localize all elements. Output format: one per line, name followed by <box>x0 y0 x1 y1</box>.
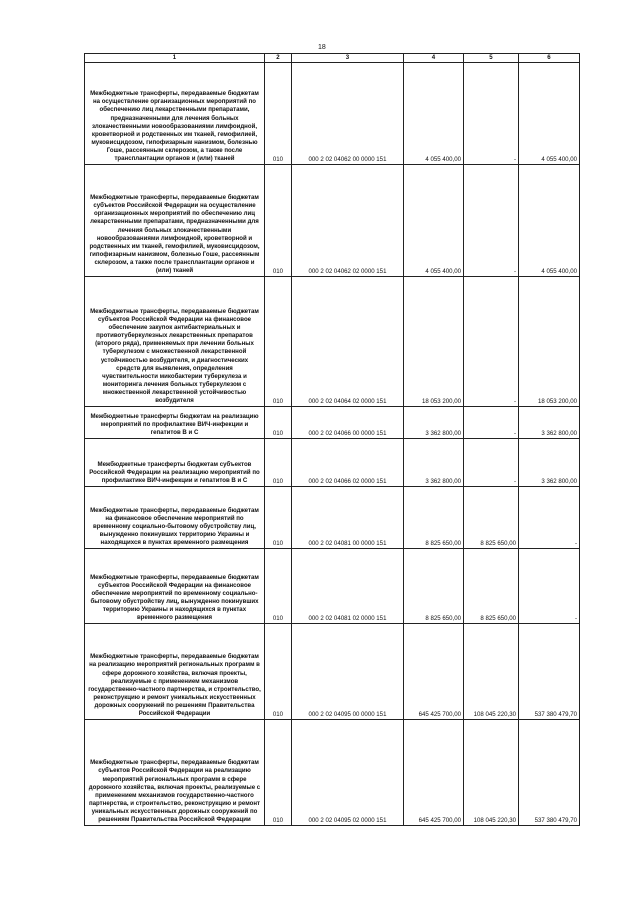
row-approved: 8 825 650,00 <box>404 487 464 549</box>
table-row <box>85 277 580 407</box>
row-unexecuted: 537 380 479,70 <box>519 720 580 826</box>
table-row <box>85 407 580 439</box>
row-unexecuted: 3 362 800,00 <box>519 407 580 439</box>
column-number: 1 <box>85 54 265 63</box>
row-budget-code: 000 2 02 04081 02 0000 151 <box>292 549 404 624</box>
column-number: 3 <box>292 54 404 63</box>
column-number: 2 <box>265 54 292 63</box>
row-description: Межбюджетные трансферты, передаваемые бюджетам на финансовое обеспечение мероприятий по временному социально-бытовому обустройству лиц, вынужденно покинувших территорию Украины и находящихся в пунктах временного размещения <box>85 487 265 549</box>
row-budget-code: 000 2 02 04062 02 0000 151 <box>292 165 404 277</box>
row-budget-code: 000 2 02 04064 02 0000 151 <box>292 277 404 407</box>
row-budget-code: 000 2 02 04066 02 0000 151 <box>292 439 404 487</box>
row-line-code: 010 <box>265 624 292 720</box>
row-approved: 4 055 400,00 <box>404 165 464 277</box>
row-description: Межбюджетные трансферты, передаваемые бюджетам субъектов Российской Федерации на реализацию мероприятий региональных программ в сфере дорожного хозяйства, включая проекты, реализуемые с применением механизмов государственно-частного партнерства, и строительство, реконструкцию и ремонт уникальных искусственных дорожных сооружений по решениям Правительства Российской Федерации <box>85 720 265 826</box>
row-description: Межбюджетные трансферты, передаваемые бюджетам на осуществление организационных мероприятий по обеспечению лиц лекарственными препаратами, предназначенными для лечения больных злокачественными новообразованиями лимфоидной, кроветворной и родственных им тканей, гемофилией, муковисцидозом, гипофизарным нанизмом, болезнью Гоше, рассеянным склерозом, а также после трансплантации органов и (или) тканей <box>85 63 265 165</box>
row-budget-code: 000 2 02 04066 00 0000 151 <box>292 407 404 439</box>
row-unexecuted: 537 380 479,70 <box>519 624 580 720</box>
row-executed: 8 825 650,00 <box>464 487 519 549</box>
row-approved: 18 053 200,00 <box>404 277 464 407</box>
row-line-code: 010 <box>265 549 292 624</box>
row-executed: 8 825 650,00 <box>464 549 519 624</box>
column-number: 5 <box>464 54 519 63</box>
row-executed: - <box>464 63 519 165</box>
row-line-code: 010 <box>265 720 292 826</box>
row-approved: 645 425 700,00 <box>404 624 464 720</box>
row-budget-code: 000 2 02 04081 00 0000 151 <box>292 487 404 549</box>
row-line-code: 010 <box>265 487 292 549</box>
column-number: 4 <box>404 54 464 63</box>
row-budget-code: 000 2 02 04095 00 0000 151 <box>292 624 404 720</box>
row-unexecuted: 18 053 200,00 <box>519 277 580 407</box>
table-row <box>85 165 580 277</box>
row-description: Межбюджетные трансферты, передаваемые бюджетам субъектов Российской Федерации на финансовое обеспечение мероприятий по временному социально-бытовому обустройству лиц, вынужденно покинувших территорию Украины и находящихся в пунктах временного размещения <box>85 549 265 624</box>
table-row <box>85 624 580 720</box>
table-row <box>85 720 580 826</box>
row-executed: 108 045 220,30 <box>464 624 519 720</box>
row-description: Межбюджетные трансферты, передаваемые бюджетам на реализацию мероприятий региональных программ в сфере дорожного хозяйства, включая проекты, реализуемые с применением механизмов государственно-частного партнерства, и строительство, реконструкцию и ремонт уникальных искусственных дорожных сооружений по решениям Правительства Российской Федерации <box>85 624 265 720</box>
row-description: Межбюджетные трансферты, передаваемые бюджетам субъектов Российской Федерации на осуществление организационных мероприятий по обеспечению лиц лекарственными препаратами, предназначенными для лечения больных злокачественными новообразованиями лимфоидной, кроветворной и родственных им тканей, гемофилией, муковисцидозом, гипофизарным нанизмом, болезнью Гоше, рассеянным склерозом, а также после трансплантации органов и (или) тканей <box>85 165 265 277</box>
row-approved: 8 825 650,00 <box>404 549 464 624</box>
page-number: 18 <box>318 44 326 51</box>
row-unexecuted: 4 055 400,00 <box>519 165 580 277</box>
table-row <box>85 439 580 487</box>
row-description: Межбюджетные трансферты бюджетам на реализацию мероприятий по профилактике ВИЧ-инфекции и гепатитов B и C <box>85 407 265 439</box>
row-unexecuted: 3 362 800,00 <box>519 439 580 487</box>
table-row <box>85 549 580 624</box>
row-description: Межбюджетные трансферты бюджетам субъектов Российской Федерации на реализацию мероприятий по профилактике ВИЧ-инфекции и гепатитов B и C <box>85 439 265 487</box>
row-approved: 645 425 700,00 <box>404 720 464 826</box>
row-approved: 4 055 400,00 <box>404 63 464 165</box>
row-line-code: 010 <box>265 277 292 407</box>
row-executed: - <box>464 439 519 487</box>
row-line-code: 010 <box>265 439 292 487</box>
row-line-code: 010 <box>265 407 292 439</box>
row-budget-code: 000 2 02 04095 02 0000 151 <box>292 720 404 826</box>
row-unexecuted: - <box>519 487 580 549</box>
table-row <box>85 63 580 165</box>
row-budget-code: 000 2 02 04062 00 0000 151 <box>292 63 404 165</box>
row-line-code: 010 <box>265 165 292 277</box>
row-unexecuted: - <box>519 549 580 624</box>
column-number-row <box>85 54 580 63</box>
row-executed: - <box>464 277 519 407</box>
column-number: 6 <box>519 54 580 63</box>
row-approved: 3 362 800,00 <box>404 439 464 487</box>
row-line-code: 010 <box>265 63 292 165</box>
row-executed: - <box>464 407 519 439</box>
row-unexecuted: 4 055 400,00 <box>519 63 580 165</box>
row-approved: 3 362 800,00 <box>404 407 464 439</box>
row-executed: 108 045 220,30 <box>464 720 519 826</box>
row-description: Межбюджетные трансферты, передаваемые бюджетам субъектов Российской Федерации на финансовое обеспечение закупок антибактериальных и противотуберкулезных лекарственных препаратов (второго ряда), применяемых при лечении больных туберкулезом с множественной лекарственной устойчивостью возбудителя, и диагностических средств для выявления, определения чувствительности микобактерии туберкулеза и мониторинга лечения больных туберкулезом с множественной лекарственной устойчивостью возбудителя <box>85 277 265 407</box>
budget-table <box>84 53 580 826</box>
row-executed: - <box>464 165 519 277</box>
table-row <box>85 487 580 549</box>
